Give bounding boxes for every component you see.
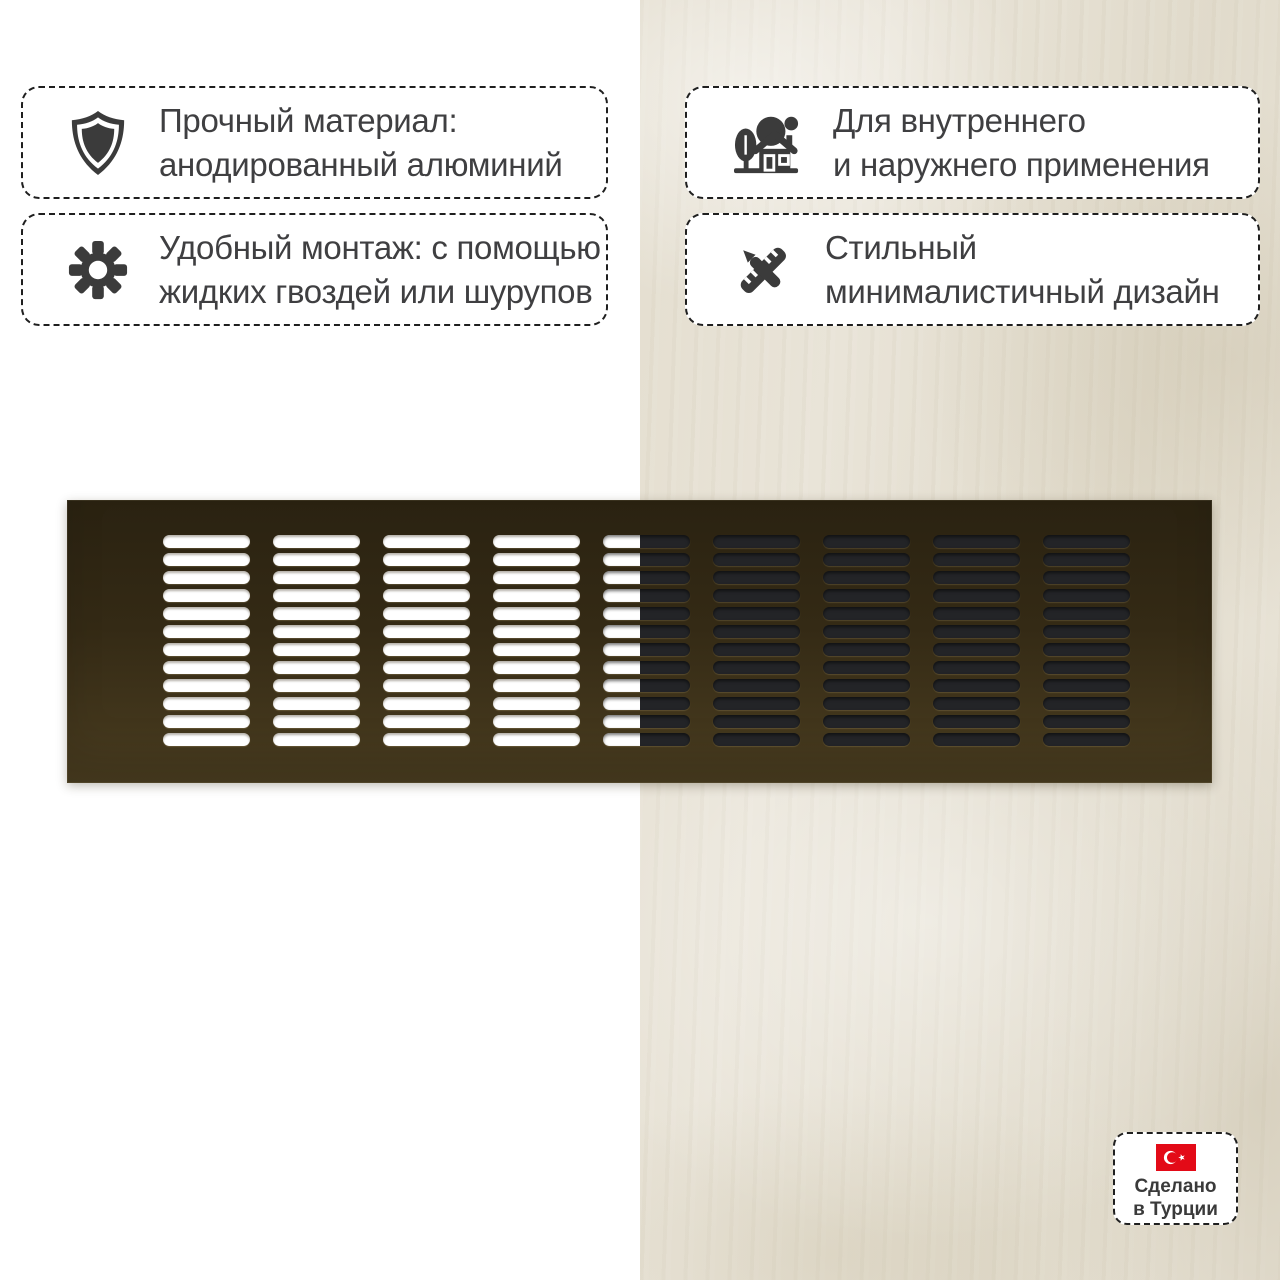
grille-slot — [273, 625, 360, 638]
feature-box-mounting — [21, 213, 608, 326]
grille-slot — [823, 715, 910, 728]
vent-grille-product — [67, 500, 1212, 783]
grille-slot — [1043, 553, 1130, 566]
grille-slot — [383, 643, 470, 656]
grille-slot — [823, 679, 910, 692]
grille-slot — [273, 535, 360, 548]
feature-line: Прочный материал: — [159, 101, 458, 139]
grille-slot — [713, 733, 800, 746]
grille-slot — [823, 535, 910, 548]
grille-slot — [493, 607, 580, 620]
grille-slot — [603, 589, 690, 602]
grille-slot — [383, 607, 470, 620]
grille-slot — [933, 661, 1020, 674]
grille-slot — [383, 661, 470, 674]
grille-slot — [713, 607, 800, 620]
made-in-line: в Турции — [1133, 1198, 1218, 1220]
grille-slot — [603, 625, 690, 638]
grille-slot — [933, 535, 1020, 548]
feature-line: Для внутреннего — [833, 101, 1086, 139]
grille-slot — [383, 535, 470, 548]
house-tree-icon — [731, 110, 803, 176]
grille-slot — [603, 733, 690, 746]
grille-slot — [493, 697, 580, 710]
shield-icon — [67, 109, 129, 177]
grille-slot — [383, 571, 470, 584]
grille-slot — [823, 697, 910, 710]
turkey-flag-icon — [1156, 1144, 1196, 1171]
grille-slot — [273, 697, 360, 710]
made-in-label — [1133, 1176, 1218, 1222]
grille-slot — [493, 733, 580, 746]
grille-slot — [383, 679, 470, 692]
grille-slot — [273, 643, 360, 656]
grille-slot — [603, 679, 690, 692]
feature-line: Удобный монтаж: с помощью — [159, 228, 601, 266]
grille-slot — [603, 661, 690, 674]
grille-slot — [493, 535, 580, 548]
grille-slot — [1043, 661, 1130, 674]
grille-slot — [603, 571, 690, 584]
grille-slot — [163, 535, 250, 548]
grille-slot — [1043, 643, 1130, 656]
grille-slot — [1043, 697, 1130, 710]
gear-icon — [67, 239, 129, 301]
feature-line: анодированный алюминий — [159, 145, 563, 183]
grille-slot — [383, 715, 470, 728]
grille-slot — [163, 643, 250, 656]
grille-slot — [713, 715, 800, 728]
grille-slot — [823, 553, 910, 566]
feature-line: минималистичный дизайн — [825, 272, 1220, 310]
grille-slot — [1043, 625, 1130, 638]
grille-slot — [933, 553, 1020, 566]
grille-slot — [713, 535, 800, 548]
grille-slot — [493, 679, 580, 692]
grille-slot — [713, 661, 800, 674]
grille-slot — [163, 715, 250, 728]
grille-slot — [933, 589, 1020, 602]
grille-slot — [493, 715, 580, 728]
grille-slot — [273, 715, 360, 728]
grille-slot — [163, 625, 250, 638]
pencil-ruler-icon — [731, 238, 795, 302]
grille-slot — [1043, 607, 1130, 620]
grille-slot — [273, 589, 360, 602]
grille-slot — [383, 553, 470, 566]
feature-text-design — [825, 226, 1220, 313]
grille-slot — [493, 571, 580, 584]
grille-slot — [823, 625, 910, 638]
grille-slot — [933, 571, 1020, 584]
grille-slot — [1043, 571, 1130, 584]
grille-slot — [493, 589, 580, 602]
grille-slot — [933, 607, 1020, 620]
grille-slot — [603, 553, 690, 566]
grille-slot — [603, 715, 690, 728]
grille-slot — [273, 571, 360, 584]
grille-slot — [823, 643, 910, 656]
grille-slot — [163, 571, 250, 584]
grille-slot — [823, 589, 910, 602]
grille-slot — [163, 553, 250, 566]
grille-slot — [933, 733, 1020, 746]
grille-slot — [713, 697, 800, 710]
grille-slot — [273, 733, 360, 746]
grille-slot — [1043, 679, 1130, 692]
feature-box-usage — [685, 86, 1260, 199]
grille-slot — [273, 607, 360, 620]
grille-slot — [933, 679, 1020, 692]
grille-slot — [823, 733, 910, 746]
made-in-turkey-badge — [1113, 1132, 1238, 1225]
grille-slot — [1043, 535, 1130, 548]
grille-slot — [493, 553, 580, 566]
grille-slot — [713, 589, 800, 602]
grille-slot — [823, 571, 910, 584]
grille-slot — [383, 589, 470, 602]
grille-slot — [933, 715, 1020, 728]
grille-slot — [273, 679, 360, 692]
grille-slot — [273, 661, 360, 674]
feature-box-material — [21, 86, 608, 199]
made-in-line: Сделано — [1134, 1176, 1217, 1197]
grille-slot — [933, 625, 1020, 638]
feature-box-design — [685, 213, 1260, 326]
grille-slot — [933, 643, 1020, 656]
grille-slot — [383, 697, 470, 710]
grille-slot — [823, 607, 910, 620]
grille-slot — [273, 553, 360, 566]
feature-text-usage — [833, 99, 1210, 186]
grille-slot — [163, 589, 250, 602]
grille-slot — [383, 733, 470, 746]
grille-slot — [1043, 589, 1130, 602]
grille-slot — [713, 553, 800, 566]
grille-slot — [163, 697, 250, 710]
grille-slot — [713, 571, 800, 584]
grille-slot — [603, 607, 690, 620]
grille-slot — [933, 697, 1020, 710]
grille-slot — [163, 661, 250, 674]
grille-slot — [493, 661, 580, 674]
grille-slot — [713, 679, 800, 692]
feature-text-mounting — [159, 226, 601, 313]
grille-slot — [383, 625, 470, 638]
feature-line: и наружнего применения — [833, 145, 1210, 183]
grille-slot — [493, 643, 580, 656]
grille-slot — [603, 643, 690, 656]
grille-slot — [713, 643, 800, 656]
grille-slot — [713, 625, 800, 638]
feature-line: Стильный — [825, 228, 977, 266]
grille-slot — [823, 661, 910, 674]
grille-slot — [603, 535, 690, 548]
grille-slot — [163, 607, 250, 620]
grille-slot — [1043, 715, 1130, 728]
grille-slot — [603, 697, 690, 710]
grille-slot — [1043, 733, 1130, 746]
feature-line: жидких гвоздей или шурупов — [159, 272, 593, 310]
grille-slot — [163, 733, 250, 746]
feature-text-material — [159, 99, 562, 186]
grille-slot — [163, 679, 250, 692]
grille-slot — [493, 625, 580, 638]
